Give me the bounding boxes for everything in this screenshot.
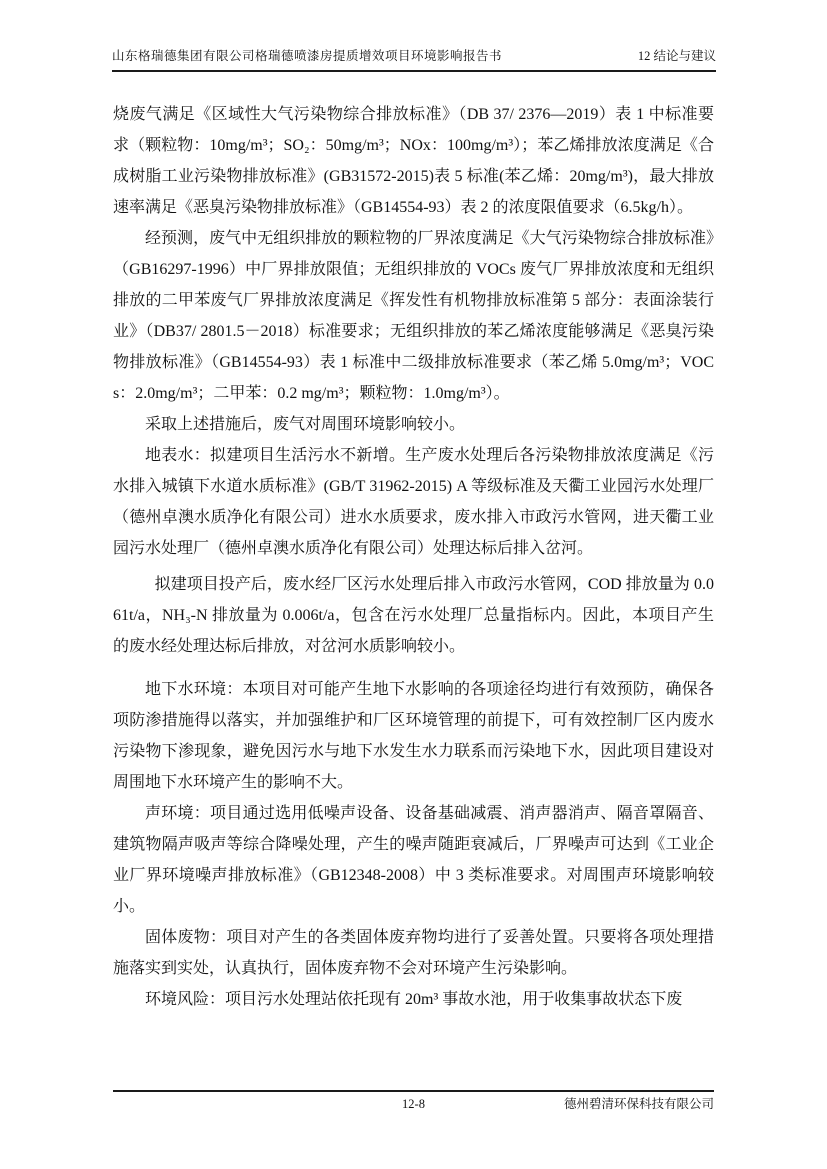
page-header [112, 46, 716, 72]
header-report-title: 山东格瑞德集团有限公司格瑞德喷漆房提质增效项目环境影响报告书 [112, 49, 503, 63]
paragraph-solid-waste: 固体废物：项目对产生的各类固体废弃物均进行了妥善处置。只要将各项处理措施落实到实处，认真执行，固体废弃物不会对环境产生污染影响。 [113, 929, 714, 977]
page-footer [113, 1090, 714, 1111]
footer-page-number: 12-8 [402, 1097, 425, 1111]
paragraph-surface-water: 地表水：拟建项目生活污水不新增。生产废水处理后各污染物排放浓度满足《污水排入城镇下水道水质标准》(GB/T 31962-2015) A 等级标准及天衢工业园污水处理厂（德州卓澳水质净化有限公司）进水水质要求，废水排入市政污水管网，进天衢工业园污水处理厂（德州卓澳水质净化有限公司）处理达标后排入岔河。 [113, 447, 714, 557]
paragraph-groundwater: 地下水环境：本项目对可能产生地下水影响的各项途径均进行有效预防，确保各项防渗措施得以落实，并加强维护和厂区环境管理的前提下，可有效控制厂区内废水污染物下渗现象，避免因污水与地下水发生水力联系而污染地下水，因此项目建设对周围地下水环境产生的影响不大。 [113, 681, 714, 791]
paragraph-acoustic-environment: 声环境：项目通过选用低噪声设备、设备基础减震、消声器消声、隔音罩隔音、建筑物隔声吸声等综合降噪处理，产生的噪声随距衰减后，厂界噪声可达到《工业企业厂界环境噪声排放标准》（GB12348-2008）中 3 类标准要求。对周围声环境影响较小。 [113, 805, 714, 915]
paragraph-waste-gas-conclusion: 采取上述措施后，废气对周围环境影响较小。 [145, 416, 466, 433]
paragraph-environmental-risk: 环境风险：项目污水处理站依托现有 20m³ 事故水池，用于收集事故状态下废 [145, 991, 683, 1008]
footer-company-name: 德州碧清环保科技有限公司 [563, 1097, 714, 1111]
paragraph-waste-gas-standards: 烧废气满足《区域性大气污染物综合排放标准》（DB 37/ 2376—2019）表 1 中标准要求（颗粒物：10mg/m³；SO₂：50mg/m³；NOx：100mg/m³）；苯乙烯排放浓度满足《合成树脂工业污染物排放标准》(GB31572-2015)表 5 标准(苯乙烯：20mg/m³)，最大排放速率满足《恶臭污染物排放标准》（GB14554-93）表 2 的浓度限值要求（6.5kg/h）。 [113, 106, 714, 216]
header-chapter-label: 12 结论与建议 [637, 49, 716, 63]
document-body [113, 99, 714, 1015]
paragraph-fugitive-emission-prediction: 经预测，废气中无组织排放的颗粒物的厂界浓度满足《大气污染物综合排放标准》（GB16297-1996）中厂界排放限值；无组织排放的 VOCs 废气厂界排放浓度和无组织排放的二甲苯废气厂界排放浓度满足《挥发性有机物排放标准第 5 部分：表面涂装行业》（DB37/ 2801.5－2018）标准要求；无组织排放的苯乙烯浓度能够满足《恶臭污染物排放标准》（GB14554-93）表 1 标准中二级排放标准要求（苯乙烯 5.0mg/m³；VOCs：2.0mg/m³；二甲苯：0.2 mg/m³；颗粒物：1.0mg/m³）。 [113, 230, 714, 402]
paragraph-wastewater-discharge: 拟建项目投产后，废水经厂区污水处理后排入市政污水管网，COD 排放量为 0.061t/a，NH₃-N 排放量为 0.006t/a，包含在污水处理厂总量指标内。因此，本项目产生的废水经处理达标后排放，对岔河水质影响较小。 [113, 576, 714, 655]
